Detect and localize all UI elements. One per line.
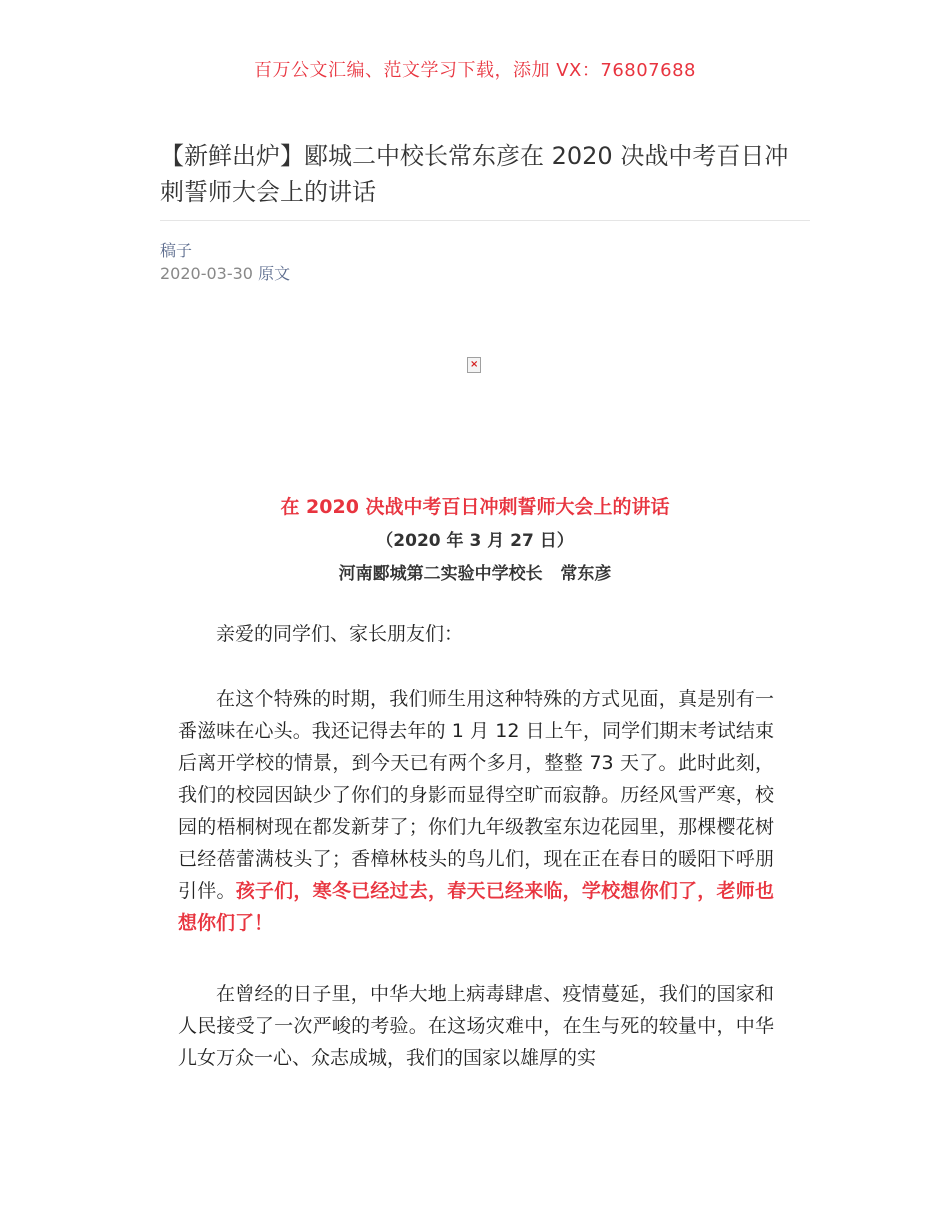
publish-date: 2020-03-30: [160, 264, 253, 283]
author-link[interactable]: 稿子: [160, 241, 193, 260]
body-paragraph-1: [178, 683, 774, 939]
speech-heading: 在 2020 决战中考百日冲刺誓师大会上的讲话: [280, 496, 670, 518]
broken-image-icon: [467, 357, 481, 373]
body-paragraph-2: 在曾经的日子里，中华大地上病毒肆虐、疫情蔓延，我们的国家和人民接受了一次严峻的考验。在这场灾难中，在生与死的较量中，中华儿女万众一心、众志成城，我们的国家以雄厚的实: [178, 983, 774, 1069]
paragraph-text: 在这个特殊的时期，我们师生用这种特殊的方式见面，真是别有一番滋味在心头。我还记得去年的 1 月 12 日上午，同学们期末考试结束后离开学校的情景，到今天已有两个多月，整整 73 天了。此时此刻，我们的校园因缺少了你们的身影而显得空旷而寂静。历经风雪严寒，校园的梧桐树现在都发新芽了；你们九年级教室东边花园里，那棵樱花树已经蓓蕾满枝头了；香樟林枝头的鸟儿们，现在正在春日的暖阳下呼朋引伴。: [178, 688, 774, 902]
greeting-paragraph: 亲爱的同学们、家长朋友们：: [216, 623, 464, 645]
article-title: 【新鲜出炉】郾城二中校长常东彦在 2020 决战中考百日冲刺誓师大会上的讲话: [160, 142, 789, 206]
promo-banner: 百万公文汇编、范文学习下载，添加 VX：76807688: [254, 60, 696, 81]
original-link[interactable]: 原文: [258, 264, 291, 283]
speech-speaker: 河南郾城第二实验中学校长 常东彦: [338, 564, 612, 584]
broken-image-glyph: ×: [470, 359, 479, 370]
article-meta: [160, 263, 290, 285]
highlighted-text: 孩子们，寒冬已经过去，春天已经来临，学校想你们了，老师也想你们了！: [178, 880, 774, 934]
speech-date: （2020 年 3 月 27 日）: [376, 531, 574, 551]
title-divider: [160, 220, 810, 221]
